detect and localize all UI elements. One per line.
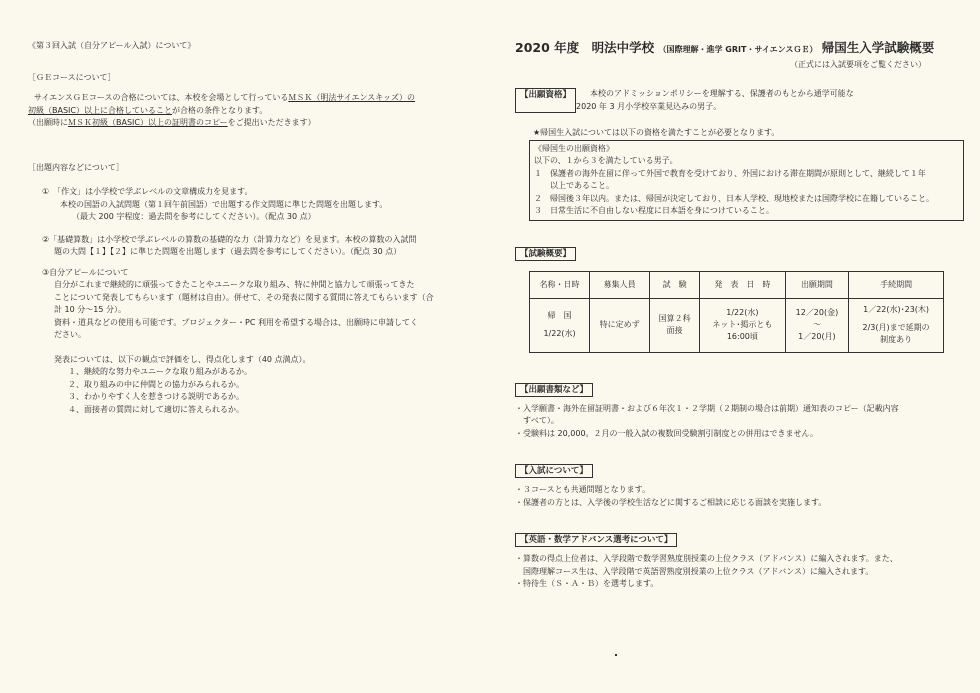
cell-announce-line: 16:00頃 bbox=[726, 332, 758, 341]
cell-name-line: 帰 国 bbox=[547, 311, 572, 320]
ge-course-label: ［ＧＥコースについて］ bbox=[28, 72, 116, 82]
table-header: 試 験 bbox=[650, 271, 700, 298]
item-1-line-2: 本校の国語の入試問題（第１回午前国語）で出題する作文問題に準じた問題を出題します。 bbox=[60, 199, 388, 209]
third-exam-heading: 《第３回入試（自分アピール入試）について》 bbox=[28, 41, 196, 50]
advance-line: ・特待生（Ｓ・Ａ・Ｂ）を選考します。 bbox=[515, 579, 659, 588]
cell-proc-line: 制度あり bbox=[880, 335, 913, 344]
cell-procedure bbox=[849, 298, 944, 352]
documents-label: 【出願書類など】 bbox=[515, 383, 593, 397]
content-section-label: ［出題内容などについて］ bbox=[28, 162, 124, 172]
item-3-line-3: ことについて発表してもらいます（題材は自由）。併せて、その発表に関する質問に答えてもらいます（合 bbox=[54, 292, 434, 302]
cell-test-line: 面接 bbox=[666, 326, 683, 335]
ge-line-2a: 初級（BASIC）以上に合格していること bbox=[28, 105, 172, 115]
page-title bbox=[515, 38, 955, 56]
cell-announce bbox=[700, 298, 786, 352]
cell-apply-line: 1／20(月) bbox=[798, 332, 836, 341]
item-3-line-6: ださい。 bbox=[54, 330, 86, 339]
table-header: 募集人員 bbox=[590, 271, 650, 298]
returnee-qualification-box bbox=[529, 140, 964, 221]
cell-apply bbox=[785, 298, 848, 352]
eval-point: ２、取り組みの中に仲間との協力がみられるか。 bbox=[68, 379, 244, 389]
returnee-item: ３ 日常生活に不自由しない程度に日本語を身につけていること。 bbox=[534, 206, 774, 215]
page-mark bbox=[615, 654, 617, 656]
left-column bbox=[28, 28, 448, 416]
cell-capacity: 特に定めず bbox=[590, 298, 650, 352]
item-2-line-1: ②「基礎算数」は小学校で学ぶレベルの算数の基礎的な力（計算力など）を見ます。本校の算数の入試問 bbox=[42, 234, 417, 244]
ge-line-1a: サイエンスＧＥコースの合格については、本校を会場として行っている bbox=[34, 93, 289, 102]
returnee-box-title: 《帰国生の出願資格》 bbox=[534, 143, 614, 153]
about-exam-line: ・３コースとも共通問題となります。 bbox=[515, 485, 650, 494]
eval-point: １、継続的な努力やユニークな取り組みがあるか。 bbox=[68, 367, 252, 376]
item-3-line-2: 自分がこれまで継続的に頑張ってきたことやユニークな取り組み、特に仲間と協力して頑張ってきた bbox=[54, 280, 415, 289]
cell-test-line: 国算２科 bbox=[658, 314, 691, 323]
eval-intro: 発表については、以下の観点で評価をし、得点化します（40 点満点）。 bbox=[54, 354, 311, 364]
qualification-label: 【出願資格】 bbox=[515, 88, 576, 113]
item-1-line-3: （最大 200 字程度：過去問を参考にしてください）。（配点 30 点） bbox=[72, 212, 316, 221]
about-exam-body bbox=[515, 484, 955, 509]
exam-table bbox=[529, 271, 944, 353]
ge-line-1b: ＭＳＫ（明法サイエンスキッズ）の bbox=[288, 93, 416, 102]
exam-overview-label: 【試験概要】 bbox=[515, 247, 576, 261]
title-main: 2020 年度 明法中学校 bbox=[515, 40, 655, 55]
cell-name bbox=[530, 298, 590, 352]
official-note: （正式には入試要項をご覧ください） bbox=[790, 60, 926, 69]
item-3-line-1: ③自分アピールについて bbox=[42, 267, 129, 277]
cell-apply-line: 〜 bbox=[812, 320, 821, 329]
eval-point: ３、わかりやすく人を惹きつける説明であるか。 bbox=[68, 392, 244, 401]
returnee-star-note: ★帰国生入試については以下の資格を満たすことが必要となります。 bbox=[533, 128, 780, 137]
title-sub: （国際理解・進学 GRIT・サイエンスＧＥ） bbox=[658, 45, 818, 54]
documents-line: ・入学願書・海外在留証明書・および６年次１・２学期（２期制の場合は前期）通知表のコピー（記載内容 bbox=[515, 403, 899, 413]
ge-line-3b: ＭＳＫ初級（BASIC）以上の証明書のコピー bbox=[68, 118, 228, 127]
title-tail: 帰国生入学試験概要 bbox=[821, 40, 935, 55]
table-header: 発 表 日 時 bbox=[700, 271, 786, 298]
documents-line: すべて）。 bbox=[515, 416, 559, 425]
cell-apply-line: 12／20(金) bbox=[795, 308, 839, 317]
ge-line-3 bbox=[28, 117, 448, 130]
item-2-line-2: 題の大問【１】【２】に準じた問題を出題します（過去問を参考にしてください）。（配点 30 点） bbox=[54, 247, 402, 256]
table-header: 名称・日時 bbox=[530, 271, 590, 298]
ge-line-3a: （出願時に bbox=[28, 118, 68, 127]
cell-test bbox=[650, 298, 700, 352]
cell-announce-line: ネット･掲示とも bbox=[712, 320, 773, 329]
ge-line-3c: をご提出いただきます） bbox=[227, 118, 316, 127]
advance-body bbox=[515, 553, 955, 591]
table-row bbox=[530, 298, 944, 352]
item-2 bbox=[28, 234, 448, 259]
table-header: 手続期間 bbox=[849, 271, 944, 298]
advance-line: ・算数の得点上位者は、入学段階で数学習熟度別授業の上位クラス（アドバンス）に編入されます。また、 bbox=[515, 554, 898, 563]
about-exam-label: 【入試について】 bbox=[515, 464, 593, 478]
returnee-item: １ 保護者の海外在留に伴って外国で教育を受けており、外国における滞在期間が原則として、継続して１年 bbox=[534, 168, 926, 178]
exam-table-header bbox=[530, 271, 944, 298]
cell-proc-line: 1／22(水)･23(木) bbox=[863, 305, 930, 314]
about-exam-line: ・保護者の方とは、入学後の学校生活などに関するご相談に応じる面談を実施します。 bbox=[515, 497, 827, 507]
item-1-line-1: ① 「作文」は小学校で学ぶレベルの文章構成力を見ます。 bbox=[42, 187, 253, 196]
returnee-item: 以上であること。 bbox=[534, 181, 614, 190]
cell-proc-line: 2/3(月)まで延期の bbox=[862, 323, 930, 332]
cell-announce-line: 1/22(水) bbox=[726, 308, 759, 317]
qualification-line-1: 本校のアドミッションポリシーを理解する、保護者のもとから通学可能な bbox=[590, 89, 854, 98]
item-3-line-5: 資料・道具などの使用も可能です。プロジェクター・PC 利用を希望する場合は、出願時に申請してく bbox=[54, 317, 418, 327]
documents-body bbox=[515, 403, 955, 441]
table-header: 出願期間 bbox=[785, 271, 848, 298]
advance-line: 国際理解コース生は、入学段階で英語習熟度別授業の上位クラス（アドバンス）に編入されます。 bbox=[515, 566, 874, 576]
item-3 bbox=[28, 267, 448, 342]
qualification-row bbox=[515, 88, 955, 113]
item-1 bbox=[28, 186, 448, 224]
returnee-intro: 以下の、１から３を満たしている男子。 bbox=[534, 156, 678, 165]
ge-line-2 bbox=[28, 105, 448, 118]
qualification-line-2: 2020 年 3 月小学校卒業見込みの男子。 bbox=[576, 101, 722, 111]
cell-name-line: 1/22(水) bbox=[543, 329, 576, 338]
right-column bbox=[515, 88, 955, 591]
ge-line-1 bbox=[28, 92, 448, 105]
documents-line: ・受験料は 20,000。２月の一般入試の複数回受験割引制度との併用はできません。 bbox=[515, 428, 819, 438]
evaluation bbox=[28, 354, 448, 417]
returnee-item: ２ 帰国後３年以内。または、帰国が決定しており、日本人学校、現地校または国際学校に在籍していること。 bbox=[534, 193, 934, 203]
item-3-line-4: 計 10 分〜15 分）。 bbox=[54, 305, 126, 314]
advance-label: 【英語・数学アドバンス選考について】 bbox=[515, 533, 677, 547]
ge-line-2b: が合格の条件となります。 bbox=[171, 105, 268, 115]
eval-point: ４、面接者の質問に対して適切に答えられるか。 bbox=[68, 404, 244, 414]
